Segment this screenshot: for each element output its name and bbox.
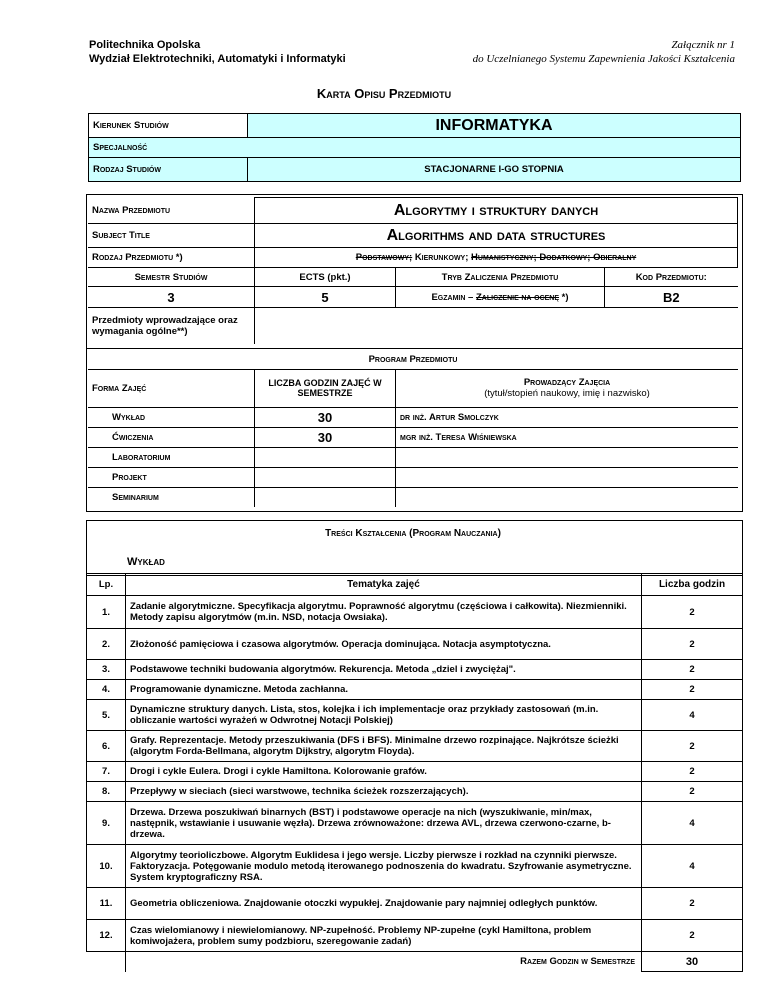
row-lp: 5.: [87, 700, 126, 731]
content-section: Wykład: [127, 556, 165, 568]
row-topic: Dynamiczne struktury danych. Lista, stos, kolejka i ich implementacje oraz przykłady zastosowań (m.in. obliczanie wartości wyrażeń w Odwrotnej Notacji Polskiej): [126, 700, 642, 731]
ects-label: ECTS (pkt.): [255, 268, 396, 287]
mode-suffix: *): [561, 291, 569, 303]
row-hours: 2: [642, 660, 743, 680]
row-topic: Algorytmy teorioliczbowe. Algorytm Euklidesa i jego wersje. Liczby pierwsze i rozkład na czynniki pierwsze. Faktoryzacja. Potęgowanie modulo metodą iterowanego podnoszenia do kwadratu. Szyfrowanie asymetryczne. System kryptograficzny RSA.: [126, 845, 642, 888]
prereq-label: Przedmioty wprowadzające oraz wymagania ogólne**): [88, 308, 255, 344]
prereq-value: [255, 308, 738, 344]
row-topic: Złożoność pamięciowa i czasowa algorytmów. Operacja dominująca. Notacja asymptotyczna.: [126, 629, 642, 660]
semester-label: Semestr Studiów: [88, 268, 255, 287]
form-row-label: Laboratorium: [88, 447, 255, 467]
row-hours: 2: [642, 920, 743, 952]
form-row-lecturer: [396, 487, 739, 507]
field-value: INFORMATYKA: [248, 114, 741, 138]
mode-struck: Zaliczenie na ocenę: [475, 291, 560, 303]
kind-struck-basic: Podstawowy;: [355, 252, 413, 263]
row-lp: 1.: [87, 596, 126, 629]
study-table: [88, 113, 741, 182]
row-lp: 2.: [87, 629, 126, 660]
header-right: [473, 38, 735, 66]
subject-kind-label: Rodzaj Przedmiotu *): [88, 248, 255, 268]
row-hours: 2: [642, 888, 743, 920]
specialization-label: Specjalność: [89, 138, 741, 158]
study-type-value: STACJONARNE I-GO STOPNIA: [248, 158, 741, 182]
subject-title-label: Subject Title: [88, 224, 255, 248]
content-title: Treści Kształcenia (Program Nauczania): [325, 528, 501, 539]
content-table: [86, 573, 743, 972]
subject-name-label: Nazwa Przedmiotu: [88, 198, 255, 224]
program-table: [88, 350, 738, 507]
field-label: Kierunek Studiów: [89, 114, 248, 138]
program-title: Program Przedmiotu: [88, 350, 738, 369]
row-lp: 3.: [87, 660, 126, 680]
row-hours: 4: [642, 700, 743, 731]
form-row-lecturer: mgr inż. Teresa Wiśniewska: [396, 427, 739, 447]
row-hours: 4: [642, 845, 743, 888]
row-topic: Geometria obliczeniowa. Znajdowanie otoczki wypukłej. Znajdowanie pary najmniej odległych punktów.: [126, 888, 642, 920]
lecturer-sub: (tytuł/stopień naukowy, imię i nazwisko): [484, 388, 650, 399]
form-row-lecturer: [396, 447, 739, 467]
subject-title-value: Algorithms and data structures: [255, 224, 738, 248]
kind-struck-others: Humanistyczny; Dodatkowy; Obieralny: [471, 252, 637, 263]
form-row-lecturer: [396, 467, 739, 487]
row-lp: 11.: [87, 888, 126, 920]
col-topic: Tematyka zajęć: [126, 574, 642, 596]
faculty-name: Wydział Elektrotechniki, Automatyki i Informatyki: [89, 53, 346, 65]
row-lp: 7.: [87, 762, 126, 782]
row-hours: 2: [642, 782, 743, 802]
form-row-label: Seminarium: [88, 487, 255, 507]
row-topic: Programowanie dynamiczne. Metoda zachłanna.: [126, 680, 642, 700]
row-hours: 2: [642, 680, 743, 700]
semester-value: 3: [88, 287, 255, 308]
form-row-lecturer: dr inż. Artur Smolczyk: [396, 407, 739, 427]
code-value: B2: [605, 287, 738, 308]
annex-label: Załącznik nr 1: [671, 39, 735, 51]
col-lp: Lp.: [87, 574, 126, 596]
total-label: Razem Godzin w Semestrze: [126, 952, 642, 972]
form-row-hours: [255, 487, 396, 507]
row-topic: Grafy. Reprezentacje. Metody przeszukiwania (DFS i BFS). Minimalne drzewo rozpinające. Najkrótsze ścieżki (algorytm Forda-Bellmana, algorytm Dijkstry, algorytm Floyda).: [126, 731, 642, 762]
university-name: Politechnika Opolska: [89, 39, 201, 51]
subject-table: [88, 197, 738, 344]
row-hours: 4: [642, 802, 743, 845]
system-label: do Uczelnianego Systemu Zapewnienia Jakości Kształcenia: [472, 53, 735, 65]
row-topic: Zadanie algorytmiczne. Specyfikacja algorytmu. Poprawność algorytmu (częściowa i całkowita). Niezmienniki. Metody zapisu algorytmów (m.in. NSD, notacja Owsiaka).: [126, 596, 642, 629]
form-row-hours: 30: [255, 407, 396, 427]
row-topic: Drzewa. Drzewa poszukiwań binarnych (BST) i podstawowe operacje na nich (wyszukiwanie, min/max, następnik, wstawianie i usuwanie węzła). Drzewa zrównoważone: drzewa AVL, drzewa czerwono-czarne, b-drzewa.: [126, 802, 642, 845]
row-lp: 8.: [87, 782, 126, 802]
form-label: Forma Zajęć: [88, 369, 255, 407]
row-lp: 9.: [87, 802, 126, 845]
row-hours: 2: [642, 629, 743, 660]
page-title: Karta Opisu Przedmiotu: [316, 86, 452, 101]
kind-active: Kierunkowy;: [414, 252, 469, 263]
lecturer-label: Prowadzący Zajęcia: [523, 377, 611, 388]
hours-label: LICZBA GODZIN ZAJĘĆ W SEMESTRZE: [255, 369, 396, 407]
row-hours: 2: [642, 731, 743, 762]
study-type-label: Rodzaj Studiów: [89, 158, 248, 182]
form-row-hours: [255, 447, 396, 467]
subject-name-value: Algorytmy i struktury danych: [255, 198, 738, 224]
row-hours: 2: [642, 596, 743, 629]
mode-active: Egzamin –: [431, 291, 474, 303]
lecturer-header: [396, 369, 739, 407]
form-row-hours: [255, 467, 396, 487]
row-hours: 2: [642, 762, 743, 782]
total-value: 30: [642, 952, 743, 972]
ects-value: 5: [255, 287, 396, 308]
row-topic: Czas wielomianowy i niewielomianowy. NP-zupełność. Problemy NP-zupełne (cykl Hamiltona, problem komiwojażera, problem sumy podzbioru, szeregowanie zadań): [126, 920, 642, 952]
form-row-hours: 30: [255, 427, 396, 447]
row-topic: Podstawowe techniki budowania algorytmów. Rekurencja. Metoda „dziel i zwyciężaj".: [126, 660, 642, 680]
row-topic: Przepływy w sieciach (sieci warstwowe, technika ścieżek rozszerzających).: [126, 782, 642, 802]
mode-value: [396, 287, 605, 308]
subject-kind-value: [255, 248, 738, 268]
form-row-label: Ćwiczenia: [88, 427, 255, 447]
mode-label: Tryb Zaliczenia Przedmiotu: [396, 268, 605, 287]
col-hours: Liczba godzin: [642, 574, 743, 596]
row-lp: 10.: [87, 845, 126, 888]
header-left: [89, 38, 346, 66]
row-lp: 4.: [87, 680, 126, 700]
form-row-label: Projekt: [88, 467, 255, 487]
code-label: Kod Przedmiotu:: [605, 268, 738, 287]
total-spacer: [87, 952, 126, 972]
row-lp: 6.: [87, 731, 126, 762]
row-lp: 12.: [87, 920, 126, 952]
row-topic: Drogi i cykle Eulera. Drogi i cykle Hamiltona. Kolorowanie grafów.: [126, 762, 642, 782]
form-row-label: Wykład: [88, 407, 255, 427]
